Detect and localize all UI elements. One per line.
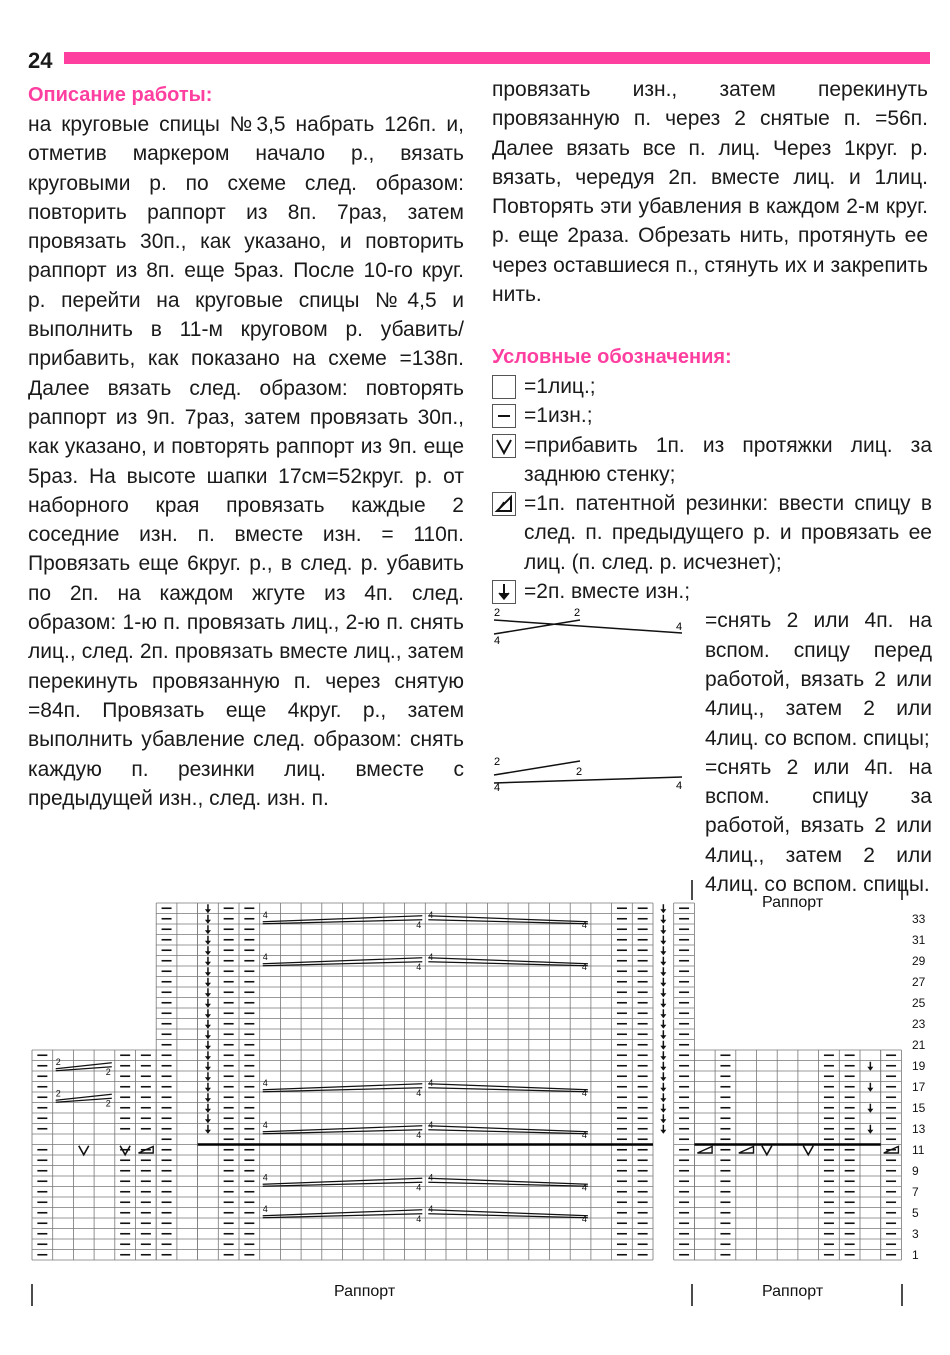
row-number: 33 bbox=[912, 912, 926, 926]
description-left-column bbox=[28, 110, 464, 813]
dec-arrow-head bbox=[867, 1088, 873, 1092]
dec-arrow-head bbox=[205, 1077, 211, 1081]
row-number: 19 bbox=[912, 1059, 926, 1073]
legend bbox=[492, 372, 932, 899]
dec-arrow-head bbox=[205, 983, 211, 987]
dec-arrow-head bbox=[205, 941, 211, 945]
cable-number: 4 bbox=[581, 1213, 587, 1224]
description-left-text: на круговые спицы №3,5 набрать 126п. и, отметив маркером начало р., вязать круговыми р. по схеме след. образом: повторить раппорт из 8п. 7раз, затем провязать 30п., как указано, и повторить раппорт из 8п. еще 5раз. После 10-го круг. р. перейти на круговые спицы №4,5 и выполнить в 11-м круговом р. убавить/прибавить, как показано на схеме =138п. Далее вязать след. образом: повторять раппорт из 9п. 7раз, затем провязать 30п., как указано, и повторять раппорт из 9п. еще 5раз. На высоте шапки 17см=52круг. р. от наборного края провязать каждые 2 соседние изн. п. вместе изн. = 110п. Провязать еще 6круг. р., в след. р. убавить по 2п. на каждом жгуте из 4п. след. образом: 1-ю п. провязать лиц., 2-ю п. снять лиц., след. 2п. провязать вместе лиц., затем перекинуть провязанную п. через снятую =84п. Провязать еще 4круг. р., затем выполнить убавление след. образом: снять каждую п. резинки лиц. вместе с предыдущей изн., след. изн. п. bbox=[28, 113, 464, 810]
dec-arrow-head bbox=[867, 1130, 873, 1134]
cable-number: 4 bbox=[581, 919, 587, 930]
cable-number: 4 bbox=[262, 1077, 268, 1088]
dec-arrow-head bbox=[205, 1130, 211, 1134]
cable-number: 4 bbox=[428, 1172, 434, 1183]
patent-mark bbox=[139, 1147, 154, 1154]
legend-heading: Условные обозначения: bbox=[492, 346, 732, 368]
header-stripe bbox=[64, 52, 930, 64]
legend-item-increase: =прибавить 1п. из протяжки лиц. за заднюю стенку; bbox=[492, 431, 932, 490]
row-number: 13 bbox=[912, 1122, 926, 1136]
cable-number: 2 bbox=[55, 1088, 61, 1099]
cable-number: 4 bbox=[416, 1129, 422, 1140]
dec-arrow-head bbox=[660, 909, 666, 913]
patent-triangle-icon bbox=[492, 492, 516, 516]
cable-number: 4 bbox=[262, 1203, 268, 1214]
legend-item-purl: =1изн.; bbox=[492, 401, 932, 430]
dec-arrow-head bbox=[660, 1046, 666, 1050]
dec-arrow-head bbox=[660, 972, 666, 976]
dec-arrow-head bbox=[205, 951, 211, 955]
dec-arrow-head bbox=[660, 941, 666, 945]
dec-arrow-head bbox=[660, 962, 666, 966]
svg-text:2: 2 bbox=[494, 755, 501, 768]
increase-mark bbox=[762, 1146, 772, 1155]
legend-item-patent: =1п. патентной резинки: ввести спицу в след. п. предыдущего р. и провязать ее лиц. (п. след. р. исчезнет); bbox=[492, 489, 932, 577]
cable-number: 4 bbox=[416, 1182, 422, 1193]
row-number: 9 bbox=[912, 1164, 919, 1178]
patent-mark bbox=[884, 1147, 899, 1154]
cable-number: 4 bbox=[262, 1172, 268, 1183]
dec-arrow-head bbox=[205, 1025, 211, 1029]
dec-arrow-head bbox=[660, 1119, 666, 1123]
cable-number: 4 bbox=[428, 951, 434, 962]
repeat-label-bottom-left: Раппорт bbox=[334, 1283, 396, 1300]
empty-cell-icon bbox=[492, 375, 516, 399]
dec-arrow-head bbox=[205, 993, 211, 997]
page-number: 24 bbox=[28, 48, 53, 73]
dec-arrow-head bbox=[867, 1109, 873, 1113]
cable-number: 4 bbox=[428, 1077, 434, 1088]
legend-item-cable-front: 2 2 4 4 =снять 2 или 4п. на вспом. спицу перед работой, вязать 2 или 4лиц., затем 2 или 4лиц. со вспом. спицы; bbox=[494, 607, 932, 750]
patent-mark bbox=[739, 1147, 754, 1154]
cable-number: 4 bbox=[428, 909, 434, 920]
row-number: 23 bbox=[912, 1017, 926, 1031]
row-number: 25 bbox=[912, 996, 926, 1010]
dec-arrow-head bbox=[205, 1088, 211, 1092]
cable-number: 2 bbox=[55, 1056, 61, 1067]
dec-arrow-head bbox=[660, 993, 666, 997]
dec-arrow-head bbox=[660, 951, 666, 955]
dec-arrow-head bbox=[205, 1098, 211, 1102]
row-number: 31 bbox=[912, 933, 926, 947]
svg-text:4: 4 bbox=[494, 781, 501, 791]
cable-number: 4 bbox=[416, 919, 422, 930]
cable-number: 4 bbox=[416, 1213, 422, 1224]
row-number: 17 bbox=[912, 1080, 926, 1094]
svg-text:4: 4 bbox=[676, 621, 683, 634]
row-number: 29 bbox=[912, 954, 926, 968]
cable-number: 4 bbox=[262, 951, 268, 962]
row-number: 7 bbox=[912, 1185, 919, 1199]
dec-arrow-head bbox=[205, 1004, 211, 1008]
dec-arrow-head bbox=[205, 1067, 211, 1071]
cable-number: 2 bbox=[105, 1098, 111, 1109]
dec-arrow-head bbox=[660, 920, 666, 924]
legend-item-cable-back: 2 2 4 4 =снять 2 или 4п. на вспом. спицу за работой, вязать 2 или 4лиц., затем 2 или 4лиц. со вспом. спицы. bbox=[492, 753, 932, 899]
cable-number: 4 bbox=[262, 1119, 268, 1130]
knitting-chart bbox=[0, 880, 950, 1320]
row-number: 5 bbox=[912, 1206, 919, 1220]
cable-number: 4 bbox=[581, 1087, 587, 1098]
legend-item-dec: =2п. вместе изн.; bbox=[492, 577, 932, 606]
dec-arrow-head bbox=[205, 909, 211, 913]
row-number: 21 bbox=[912, 1038, 926, 1052]
svg-text:2: 2 bbox=[576, 765, 583, 778]
dec-arrow-head bbox=[660, 1098, 666, 1102]
repeat-label-top: Раппорт bbox=[762, 894, 824, 911]
dec-arrow-head bbox=[660, 1056, 666, 1060]
dec-arrow-head bbox=[205, 972, 211, 976]
cable-number: 4 bbox=[416, 1087, 422, 1098]
row-number: 11 bbox=[912, 1143, 925, 1157]
description-right-text: провязать изн., затем перекинуть провязанную п. через 2 снятые п. =56п. Далее вязать все п. лиц. Через 1круг. р. вязать, чередуя 2п. вместе лиц. и 1лиц. Повторять эти убавления в каждом 2-м круг. р. еще 2раза. Обрезать нить, протянуть ее через оставшиеся п., стянуть их и закрепить нить. bbox=[492, 78, 928, 307]
cable-number: 4 bbox=[581, 1129, 587, 1140]
dec-arrow-head bbox=[660, 1088, 666, 1092]
dec-arrow-head bbox=[660, 1130, 666, 1134]
cable-number: 2 bbox=[105, 1066, 111, 1077]
cable-number: 4 bbox=[428, 1119, 434, 1130]
row-number: 27 bbox=[912, 975, 926, 989]
cable-number: 4 bbox=[581, 1182, 587, 1193]
cable-number: 4 bbox=[262, 909, 268, 920]
arrow-down-icon bbox=[492, 580, 516, 604]
cable-number: 4 bbox=[581, 961, 587, 972]
patent-mark bbox=[697, 1147, 712, 1154]
dec-arrow-head bbox=[205, 962, 211, 966]
dec-arrow-head bbox=[660, 1035, 666, 1039]
dec-arrow-head bbox=[660, 1025, 666, 1029]
dec-arrow-head bbox=[205, 930, 211, 934]
dec-arrow-head bbox=[205, 1119, 211, 1123]
repeat-label-bottom-right: Раппорт bbox=[762, 1283, 824, 1300]
dec-arrow-head bbox=[660, 1014, 666, 1018]
svg-text:2: 2 bbox=[574, 607, 581, 620]
row-number: 15 bbox=[912, 1101, 926, 1115]
dec-arrow-head bbox=[660, 1109, 666, 1113]
svg-text:4: 4 bbox=[494, 635, 501, 645]
svg-text:4: 4 bbox=[676, 779, 683, 791]
cable-number: 4 bbox=[428, 1203, 434, 1214]
cable-number: 4 bbox=[416, 961, 422, 972]
dec-arrow-head bbox=[205, 1035, 211, 1039]
description-heading: Описание работы: bbox=[28, 84, 213, 106]
dec-arrow-head bbox=[660, 1077, 666, 1081]
dec-arrow-head bbox=[205, 1056, 211, 1060]
row-number: 1 bbox=[912, 1248, 919, 1262]
dec-arrow-head bbox=[660, 1067, 666, 1071]
dec-arrow-head bbox=[660, 983, 666, 987]
cable-back-icon bbox=[492, 753, 697, 791]
increase-mark bbox=[79, 1146, 89, 1155]
cable-front-icon bbox=[492, 606, 697, 644]
dec-arrow-head bbox=[205, 1109, 211, 1113]
dec-arrow-head bbox=[205, 1014, 211, 1018]
svg-text:2: 2 bbox=[494, 607, 501, 620]
description-right-column bbox=[492, 75, 928, 309]
dec-arrow-head bbox=[205, 1046, 211, 1050]
legend-item-knit: =1лиц.; bbox=[492, 372, 932, 401]
dash-icon bbox=[492, 404, 516, 428]
dec-arrow-head bbox=[660, 1004, 666, 1008]
dec-arrow-head bbox=[867, 1067, 873, 1071]
increase-mark bbox=[803, 1146, 813, 1155]
row-number: 3 bbox=[912, 1227, 919, 1241]
v-icon bbox=[492, 434, 516, 458]
dec-arrow-head bbox=[660, 930, 666, 934]
dec-arrow-head bbox=[205, 920, 211, 924]
